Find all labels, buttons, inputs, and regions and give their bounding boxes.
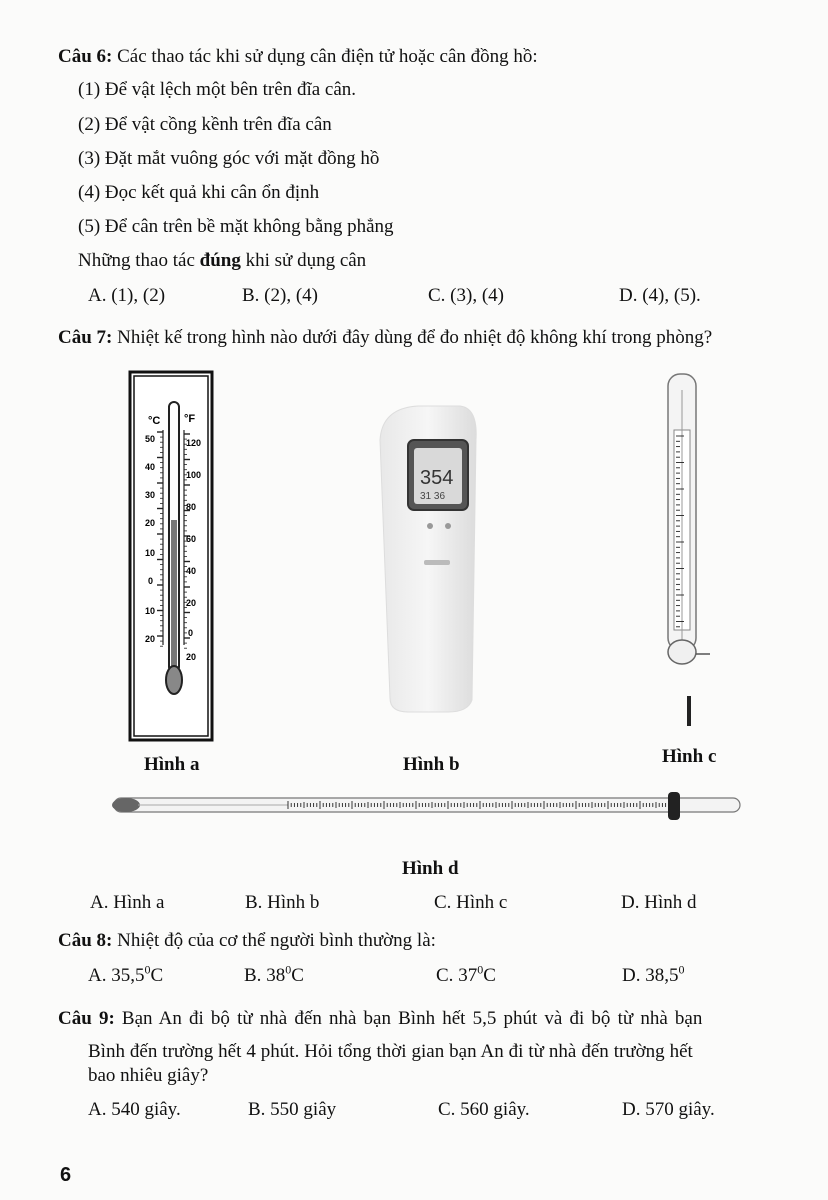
q8-option-c[interactable]: C. $37^0C$: [436, 962, 496, 986]
figure-a-f-tick-8: 20: [186, 652, 197, 662]
q6-item-2: (2) Để vật cồng kềnh trên đĩa cân: [78, 114, 332, 135]
figure-a-f-tick-1: 120: [186, 438, 202, 448]
q6-option-c[interactable]: C. (3), (4): [428, 285, 504, 306]
q9-line-2: Bình đến trường hết 4 phút. Hỏi tổng thời gian bạn An đi từ nhà đến trường hết: [88, 1041, 693, 1062]
figure-a-unit-c: °C: [148, 415, 161, 427]
figure-c-tip: [687, 696, 691, 726]
caption-b: Hình b: [403, 754, 460, 775]
q8-option-b[interactable]: B. $38^0C$: [244, 962, 304, 986]
figure-a-f-tick-6: 20: [186, 598, 197, 608]
q8-text: Nhiệt độ của cơ thể người bình thường là:: [112, 930, 436, 951]
q6-prompt-before: Những thao tác: [78, 250, 200, 271]
q6-prompt-after: khi sử dụng cân: [240, 250, 367, 271]
figure-a-c-tick-4: 20: [145, 518, 156, 528]
q7-option-c[interactable]: C. Hình c: [434, 892, 508, 913]
q7-option-b[interactable]: B. Hình b: [245, 892, 320, 913]
caption-c: Hình c: [662, 746, 717, 767]
q7-label: Câu 7:: [58, 327, 113, 348]
figure-a-f-tick-4: 60: [186, 534, 197, 544]
q9-option-a[interactable]: A. 540 giây.: [88, 1099, 181, 1120]
q8-label: Câu 8:: [58, 930, 113, 951]
q9-text-1: Bạn An đi bộ từ nhà đến nhà bạn Bình hết 5,5 phút và đi bộ từ nhà bạn: [114, 1008, 703, 1029]
q8-option-a[interactable]: A. 35,5$^0$C: [88, 962, 164, 986]
figure-d-horizontal-thermometer: [108, 786, 748, 830]
figure-d-bulb: [112, 798, 140, 812]
page-number: 6: [60, 1164, 72, 1186]
figure-a-c-tick-7: 10: [145, 606, 156, 616]
figure-b-brand: [424, 560, 450, 565]
figure-a-c-tick-6: 0: [148, 576, 154, 586]
q6-item-3: (3) Đặt mắt vuông góc với mặt đồng hồ: [78, 148, 380, 169]
figure-a-f-tick-5: 40: [186, 566, 197, 576]
q9-line-1: [58, 1007, 702, 1031]
figure-a-c-tick-8: 20: [145, 634, 156, 644]
figure-d-ring: [668, 792, 680, 820]
q9-option-b[interactable]: B. 550 giây: [248, 1099, 337, 1120]
figure-a-f-tick-7: 0: [188, 628, 194, 638]
q6-label: Câu 6:: [58, 46, 113, 67]
figure-b-infrared-thermometer: [368, 400, 518, 720]
q6-item-1: (1) Để vật lệch một bên trên đĩa cân.: [78, 79, 357, 100]
figure-b-reading: 354: [420, 467, 454, 489]
q7-stem: [58, 326, 712, 350]
figure-c-bulb: [668, 640, 696, 664]
q9-label: Câu 9:: [58, 1008, 115, 1029]
figure-a-thermometer: [128, 370, 214, 742]
figure-a-unit-f: °F: [184, 413, 196, 425]
q9-option-c[interactable]: C. 560 giây.: [438, 1099, 530, 1120]
caption-a: Hình a: [144, 754, 200, 775]
caption-d: Hình d: [402, 858, 459, 879]
q7-option-a[interactable]: A. Hình a: [90, 892, 165, 913]
q9-option-d[interactable]: D. 570 giây.: [622, 1099, 715, 1120]
q8-option-d[interactable]: D. 38,5$^0$: [622, 962, 685, 986]
q6-item-5: (5) Để cân trên bề mặt không bằng phẳng: [78, 216, 394, 237]
figure-b-button-1: [427, 523, 433, 529]
figure-a-c-tick-3: 30: [145, 490, 156, 500]
figure-a-c-tick-2: 40: [145, 462, 156, 472]
figure-a-liquid: [171, 520, 177, 670]
q7-option-d[interactable]: D. Hình d: [621, 892, 697, 913]
figure-a-f-tick-3: 80: [186, 502, 197, 512]
q9-line-3: bao nhiêu giây?: [88, 1065, 209, 1086]
figure-c-glass-thermometer: [654, 370, 724, 740]
q8-stem: [58, 929, 436, 953]
q6-text: Các thao tác khi sử dụng cân điện tử hoặc cân đồng hồ:: [112, 46, 538, 67]
q6-prompt-bold: đúng: [199, 250, 241, 271]
q6-prompt: [78, 249, 366, 273]
q6-option-b[interactable]: B. (2), (4): [242, 285, 318, 306]
figure-a-bulb: [166, 666, 182, 694]
q6-stem: [58, 45, 538, 69]
q6-item-4: (4) Đọc kết quả khi cân ổn định: [78, 182, 320, 203]
q7-text: Nhiệt kế trong hình nào dưới đây dùng để đo nhiệt độ không khí trong phòng?: [112, 327, 713, 348]
figure-b-button-2: [445, 523, 451, 529]
figure-a-c-tick-5: 10: [145, 548, 156, 558]
q6-option-a[interactable]: A. (1), (2): [88, 285, 166, 306]
figure-a-f-tick-2: 100: [186, 470, 202, 480]
q6-option-d[interactable]: D. (4), (5).: [619, 285, 701, 306]
figure-a-c-tick-1: 50: [145, 434, 156, 444]
figure-b-subreading: 31 36: [420, 491, 446, 502]
